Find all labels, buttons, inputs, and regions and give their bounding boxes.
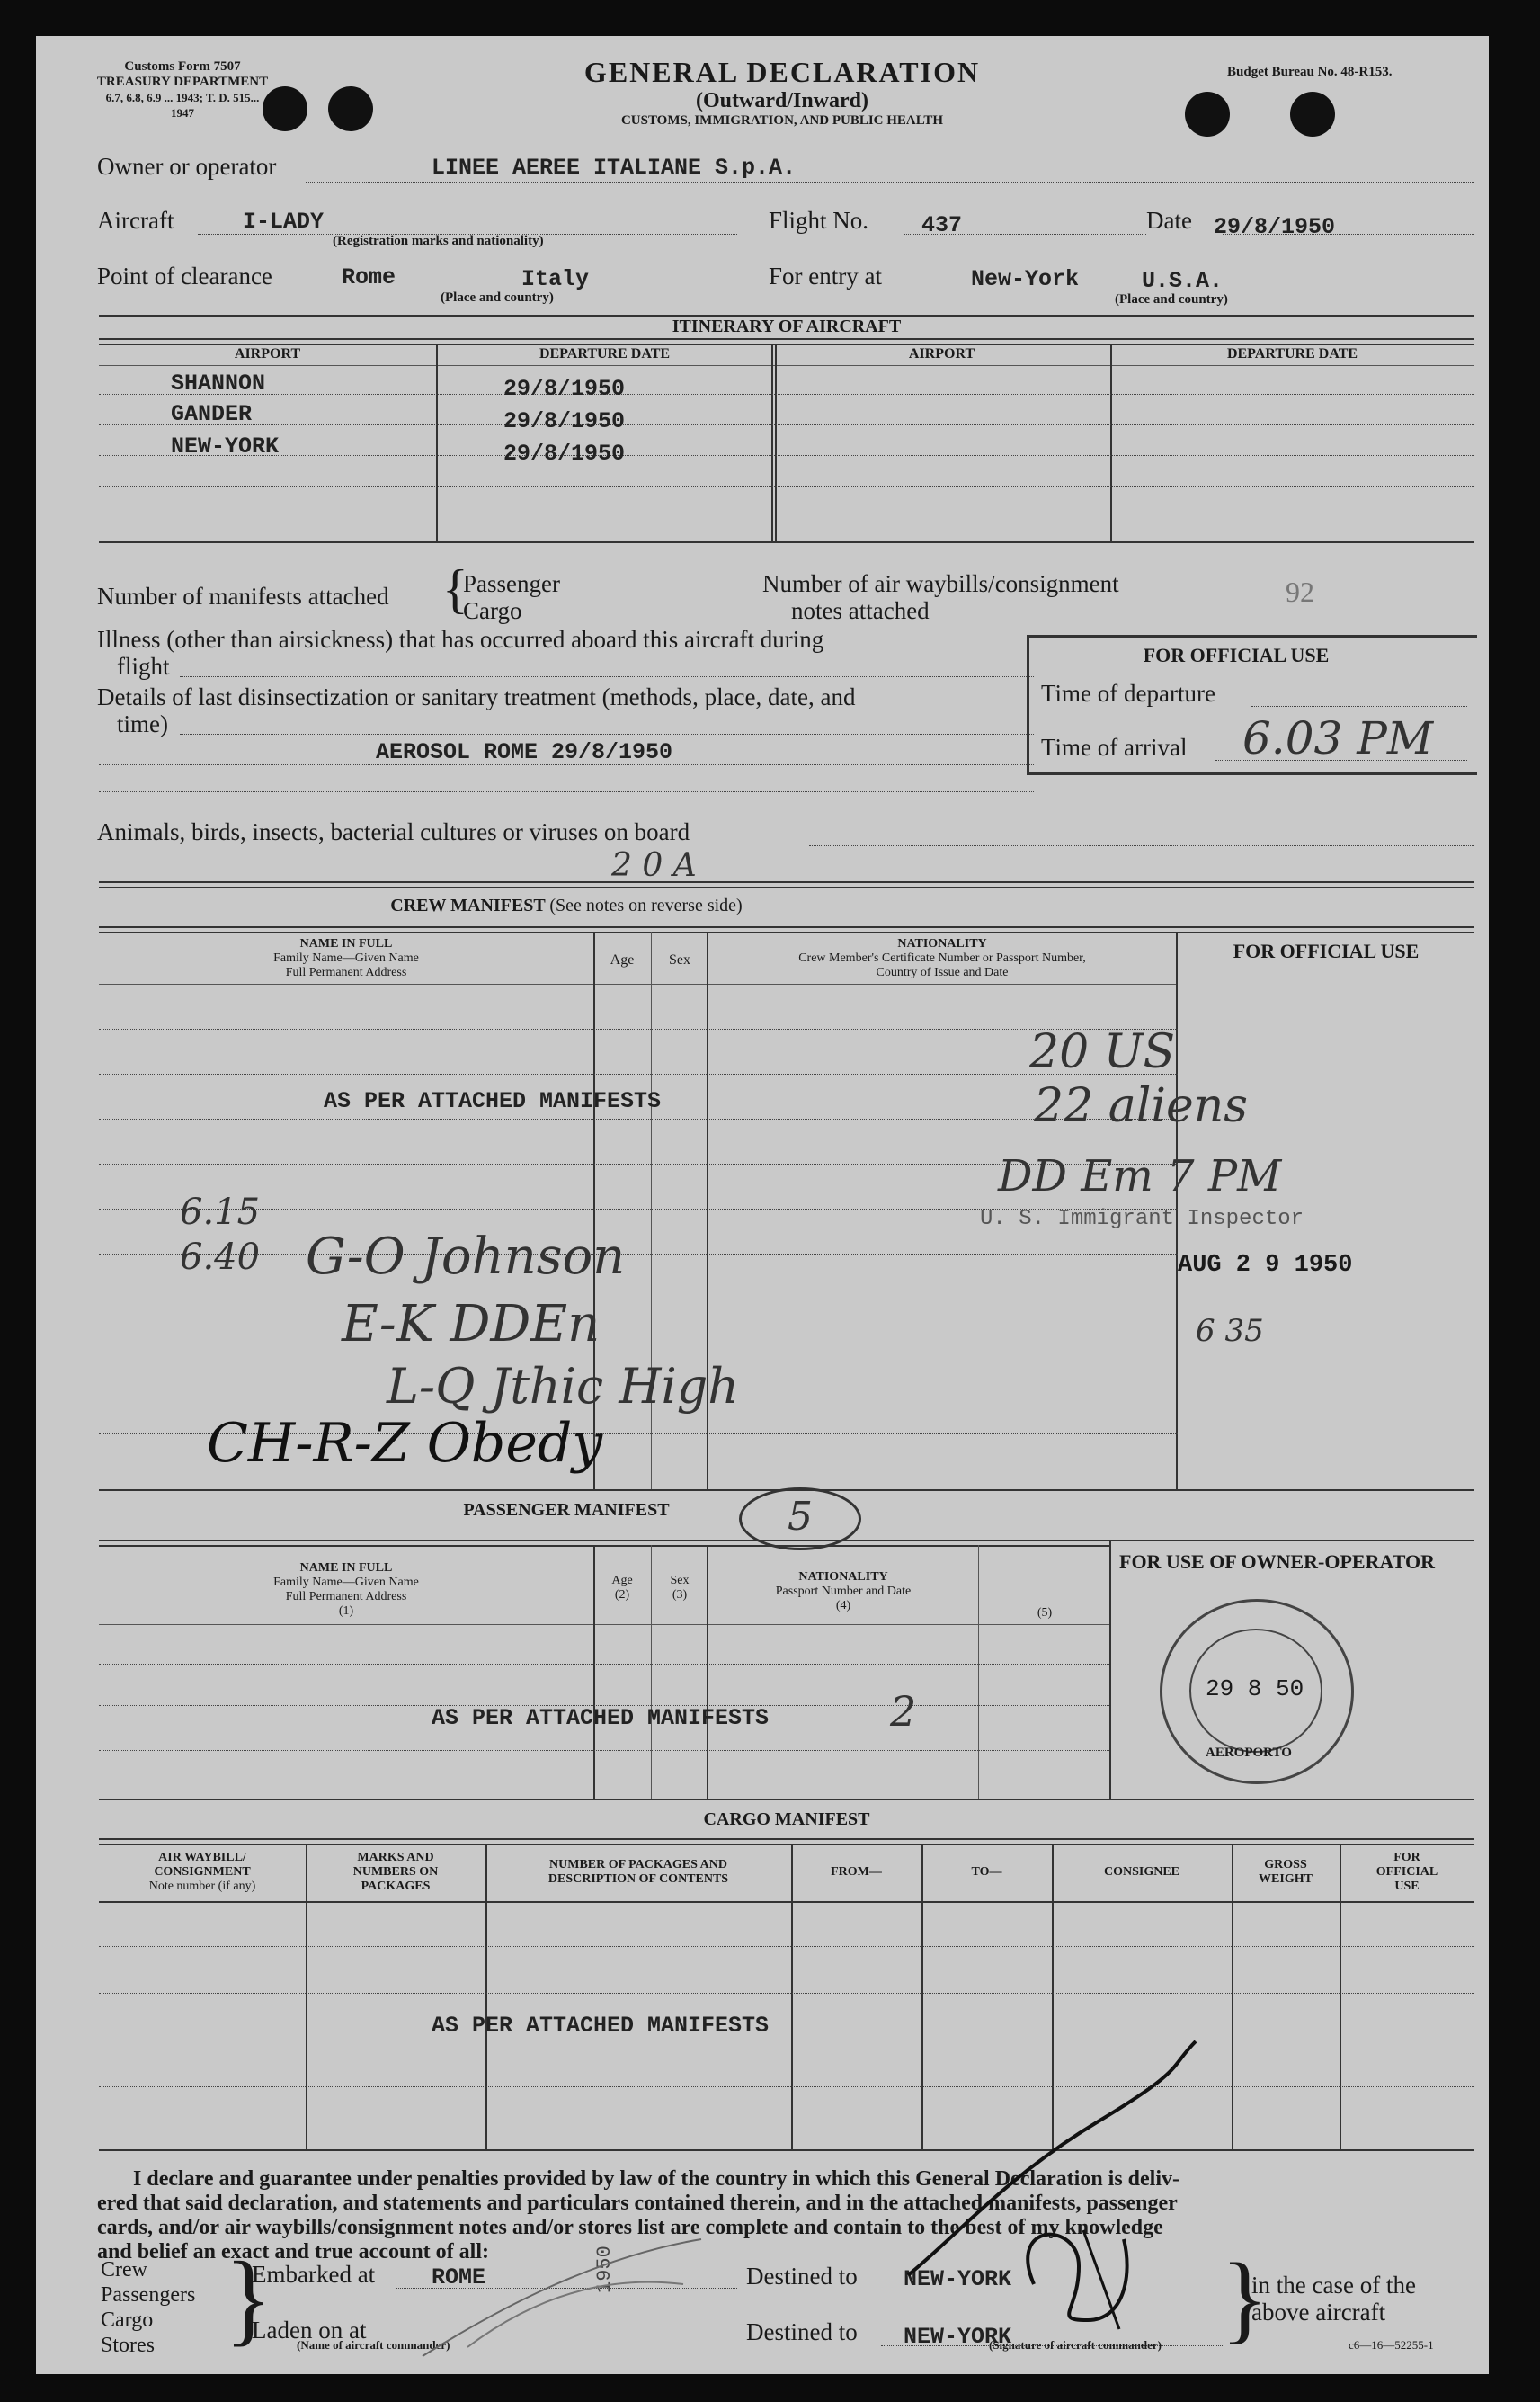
print-code: c6—16—52255-1 (1349, 2338, 1434, 2352)
declaration-list: Crew Passengers Cargo Stores (101, 2258, 196, 2357)
owner-value: LINEE AEREE ITALIANE S.p.A. (432, 155, 797, 181)
illness-label-2: flight (117, 653, 170, 680)
crew-title-note: (See notes on reverse side) (549, 896, 743, 915)
crew-hand-note: L-Q Jthic High (387, 1358, 740, 1415)
cargo-col-weight: GROSS WEIGHT (1259, 1858, 1313, 1886)
itin-col-airport-1: AIRPORT (234, 346, 301, 362)
aircraft-value: I-LADY (243, 209, 325, 235)
disinsect-value: AEROSOL ROME 29/8/1950 (376, 739, 673, 765)
crew-note-aliens: 22 aliens (1034, 1079, 1248, 1133)
passenger-count-circled: 5 (739, 1487, 861, 1550)
owner-label: Owner or operator (97, 153, 277, 180)
passenger-body: AS PER ATTACHED MANIFESTS (432, 1705, 770, 1731)
destined-value-2: NEW-YORK (904, 2324, 1012, 2350)
budget-number: Budget Bureau No. 48-R153. (1227, 65, 1393, 79)
itin-date: 29/8/1950 (503, 376, 626, 402)
form-refs: 6.7, 6.8, 6.9 ... 1943; T. D. 515... (105, 91, 260, 104)
crew-col-age: Age (610, 952, 635, 968)
destined-value: NEW-YORK (904, 2266, 1012, 2292)
crew-hand-note: G-O Johnson (306, 1228, 626, 1286)
itin-date: 29/8/1950 (503, 408, 626, 434)
crew-hand-note: CH-R-Z Obedy (207, 1412, 603, 1475)
aircraft-note: (Registration marks and nationality) (333, 234, 544, 248)
crew-col-official: FOR OFFICIAL USE (1233, 940, 1420, 962)
destined-label: Destined to (746, 2263, 858, 2290)
waybills-label-2: notes attached (791, 597, 930, 624)
cargo-manifest-label: Cargo (463, 597, 522, 624)
crew-body: AS PER ATTACHED MANIFESTS (324, 1088, 662, 1114)
stamp-text: AEROPORTO (1206, 1746, 1292, 1760)
departure-time-label: Time of departure (1041, 680, 1215, 707)
flight-label: Flight No. (769, 207, 869, 234)
form-services: CUSTOMS, IMMIGRATION, AND PUBLIC HEALTH (620, 113, 944, 128)
destined-label-2: Destined to (746, 2318, 858, 2345)
cargo-col-from: FROM— (831, 1865, 882, 1879)
itin-col-date-1: DEPARTURE DATE (539, 346, 671, 362)
cargo-title: CARGO MANIFEST (703, 1809, 870, 1829)
owner-operator-use: FOR USE OF OWNER-OPERATOR (1119, 1550, 1436, 1573)
form-year: 1947 (171, 106, 194, 120)
pax-col-name: NAME IN FULL Family Name—Given Name Full Permanent Address (1) (273, 1561, 419, 1618)
itin-airport: SHANNON (171, 371, 266, 397)
pax-col-sex: Sex (3) (670, 1574, 690, 1602)
itin-col-airport-2: AIRPORT (908, 346, 975, 362)
illness-label: Illness (other than airsickness) that has occurred aboard this aircraft during (97, 626, 824, 653)
manifests-label: Number of manifests attached (97, 583, 389, 610)
inspector-title: U. S. Immigrant Inspector (980, 1207, 1304, 1231)
date-label: Date (1146, 207, 1192, 234)
crew-note-time: 6 35 (1196, 1313, 1264, 1349)
entry-label: For entry at (769, 263, 882, 290)
list-brace: } (225, 2239, 272, 2356)
name-signature-scribble (414, 2221, 737, 2365)
itin-airport: GANDER (171, 401, 253, 427)
arrival-time-value: 6.03 PM (1242, 712, 1434, 764)
department: TREASURY DEPARTMENT (96, 75, 269, 89)
cargo-col-to: TO— (971, 1865, 1002, 1879)
itin-date: 29/8/1950 (503, 441, 626, 467)
clearance-label: Point of clearance (97, 263, 272, 290)
clearance-country: Italy (521, 266, 590, 292)
commander-signature-label: (Signature of aircraft commander) (989, 2338, 1162, 2352)
passenger-hand: 2 (890, 1687, 917, 1736)
punch-hole (1185, 92, 1230, 137)
clearance-place: Rome (342, 264, 396, 290)
cargo-col-official: FOR OFFICIAL USE (1375, 1851, 1438, 1893)
crew-title-line (99, 896, 1034, 916)
case-brace: } (1221, 2243, 1268, 2353)
commander-signature (899, 2014, 1223, 2338)
cargo-col-waybill: AIR WAYBILL/ CONSIGNMENT Note number (if any) (148, 1851, 256, 1893)
crew-hand-note: 6.15 (180, 1192, 261, 1233)
crew-col-nationality: NATIONALITY Crew Member's Certificate Number or Passport Number, Country of Issue and Date (798, 937, 1086, 979)
waybills-value: 92 (1286, 576, 1314, 608)
entry-country: U.S.A. (1142, 268, 1224, 294)
declaration-form (36, 36, 1489, 2374)
passenger-title: PASSENGER MANIFEST (463, 1500, 670, 1520)
pax-col-5: (5) (1037, 1606, 1053, 1620)
passenger-manifest-label: Passenger (463, 570, 560, 597)
punch-hole (328, 86, 373, 131)
cargo-col-marks: MARKS AND NUMBERS ON PACKAGES (352, 1851, 439, 1893)
crew-hand-note: E-K DDEn (342, 1295, 601, 1353)
punch-hole (1290, 92, 1335, 137)
crew-note-initials: DD Em 7 PM (998, 1151, 1282, 1201)
crew-col-sex: Sex (669, 952, 690, 968)
itin-col-date-2: DEPARTURE DATE (1226, 346, 1358, 362)
stamp-date: 29 8 50 (1206, 1675, 1304, 1702)
case-label: in the case of the (1251, 2272, 1416, 2299)
cargo-body: AS PER ATTACHED MANIFESTS (432, 2013, 770, 2039)
pax-col-nationality: NATIONALITY Passport Number and Date (4) (775, 1570, 912, 1612)
form-title-block (450, 56, 1115, 129)
animals-label: Animals, birds, insects, bacterial cultures or viruses on board (97, 818, 690, 845)
disinsect-label-2: time) (117, 710, 168, 737)
crew-title: CREW MANIFEST (390, 896, 546, 915)
form-title: GENERAL DECLARATION (583, 56, 981, 88)
waybills-label: Number of air waybills/consignment (762, 570, 1119, 597)
entry-note: (Place and country) (1115, 292, 1228, 307)
form-id: Customs Form 7507 (124, 59, 241, 74)
itinerary-title: ITINERARY OF AIRCRAFT (672, 317, 902, 336)
commander-name-label: (Name of aircraft commander) (297, 2338, 450, 2352)
clearance-note: (Place and country) (441, 290, 554, 305)
case-label-2: above aircraft (1251, 2299, 1386, 2326)
crew-note-us: 20 US (1029, 1025, 1176, 1079)
embarked-label: Embarked at (252, 2261, 376, 2288)
arrival-time-label: Time of arrival (1041, 734, 1188, 761)
customs-stamp (1160, 1599, 1354, 1784)
itin-airport: NEW-YORK (171, 433, 280, 460)
date-value: 29/8/1950 (1214, 214, 1336, 240)
animals-value: 2 0 A (611, 847, 697, 884)
flight-value: 437 (921, 212, 963, 238)
cargo-col-consignee: CONSIGNEE (1103, 1865, 1180, 1879)
declaration-text: I declare and guarantee under penalties provided by law of the country in which this General Declaration is deliv- ered that said declaration, and statements and particulars contained therein, and in the attached manifests, passenger cards, and/or air waybills/consignment notes and/or stores list are complete and contain to the best of my knowledge and belief an exact and true account of all: (97, 2167, 1180, 2264)
crew-hand-note: 6.40 (180, 1237, 261, 1278)
manifests-brace: { (442, 559, 468, 619)
entry-place: New-York (971, 266, 1080, 292)
form-subtitle: (Outward/Inward) (695, 89, 868, 112)
aircraft-label: Aircraft (97, 207, 174, 234)
official-use-title: FOR OFFICIAL USE (1143, 644, 1330, 666)
laden-label: Laden on at (252, 2317, 367, 2344)
disinsect-label: Details of last disinsectization or sanitary treatment (methods, place, date, and (97, 683, 856, 710)
pax-col-age: Age (2) (611, 1574, 633, 1602)
form-id-block (79, 59, 286, 121)
embarked-value: ROME (432, 2264, 486, 2290)
crew-col-name: NAME IN FULL Family Name—Given Name Full Permanent Address (273, 937, 419, 979)
side-stamp: 1950 (593, 2246, 616, 2293)
cargo-col-packages: NUMBER OF PACKAGES AND DESCRIPTION OF CONTENTS (547, 1858, 729, 1886)
crew-stamp-date: AUG 2 9 1950 (1178, 1252, 1353, 1279)
